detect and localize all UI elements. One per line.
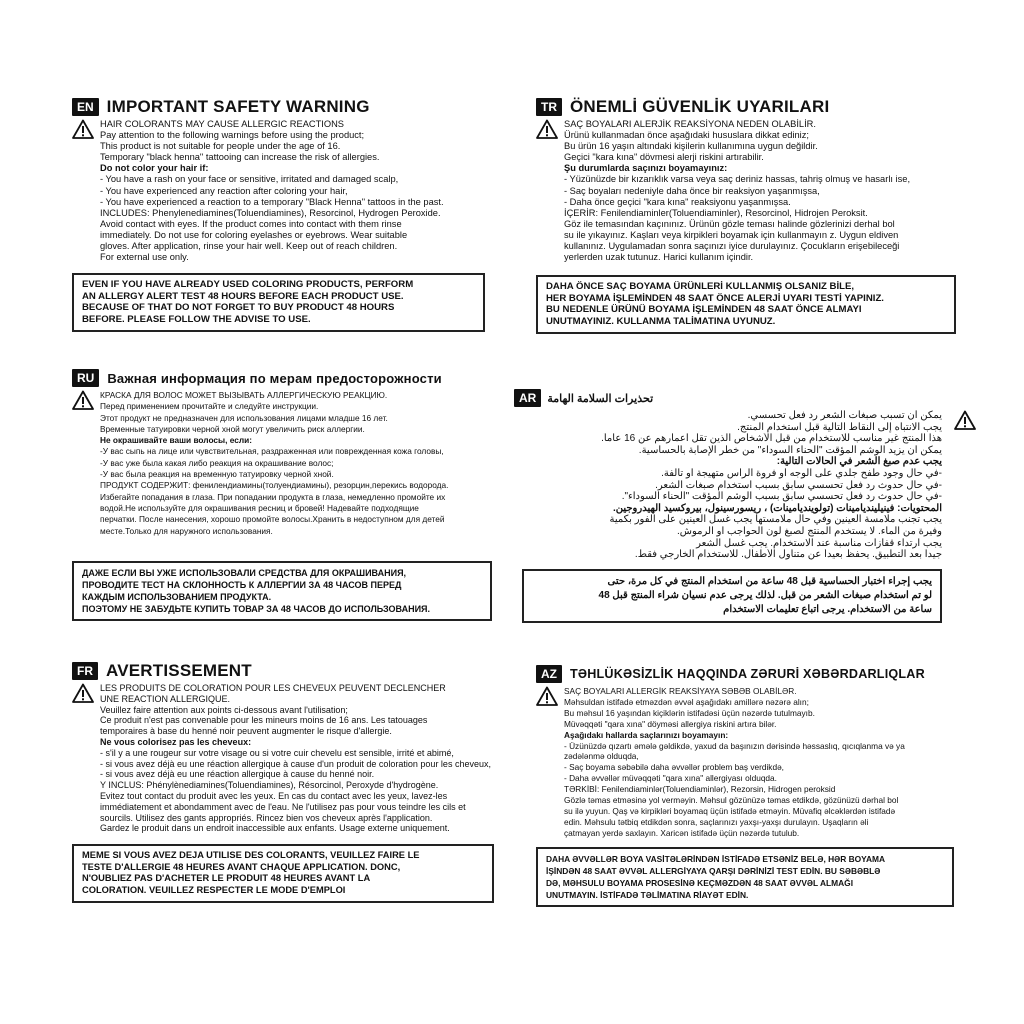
body-line: çatmayan yerdə saxlayın. Xaricən istifadə üçün nəzərdə tutulub.: [564, 827, 800, 838]
body-line: Müvəqqəti "qara xına" döyməsi allergiya riskini artıra bilər.: [564, 718, 777, 729]
body-line: - Saç boyaları nedeniyle daha önce bir reaksiyon yaşanmışsa,: [564, 185, 820, 196]
section-en-title: IMPORTANT SAFETY WARNING: [106, 97, 370, 116]
body-line: edin. Məhsulu tətbiq etdikdən sonra, saçlarınızı yaxşı-yaxşı durulayın. Uşaqların əli: [564, 816, 869, 827]
notice-line: DƏ, MƏHSULU BOYAMA PROSESİNƏ KEÇMƏZDƏN 48 SAAT ƏVVƏL ALMAĞI: [546, 877, 854, 888]
body-line: -У вас сыпь на лице или чувствительная, раздраженная или поврежденная кожа головы,: [100, 446, 444, 457]
notice-line: ПОЭТОМУ НЕ ЗАБУДЬТЕ КУПИТЬ ТОВАР ЗА 48 ЧАСОВ ДО ИСПОЛЬЗОВАНИЯ.: [82, 603, 431, 614]
section-az-title: TƏHLÜKƏSİZLİK HAQQINDA ZƏRURİ XƏBƏRDARLIQLAR: [570, 667, 925, 681]
section-az-lines: [564, 686, 976, 839]
warning-triangle-icon: [72, 119, 94, 139]
warning-triangle-icon: [72, 390, 94, 410]
body-line: Gardez le produit dans un endroit inaccessible aux enfants. Usage externe uniquement.: [100, 823, 450, 834]
notice-line: BEFORE. PLEASE FOLLOW THE ADVISE TO USE.: [82, 314, 311, 325]
warning-triangle-icon: [536, 119, 558, 139]
section-tr-body: [536, 119, 966, 263]
body-line: - Daha önce geçici "kara kına" reaksiyonu yaşanmışsa.: [564, 196, 791, 207]
section-az: [536, 664, 976, 907]
section-tr-notice-box: [536, 275, 956, 333]
body-line: Ce produit n'est pas convenable pour les mineurs moins de 16 ans. Les tatouages: [100, 715, 428, 726]
body-line: Gözlə təmas etməsinə yol verməyin. Məhsul gözünüzə təmas etdikdə, gözünüzü dərhal bol: [564, 795, 899, 806]
lang-badge-ar: AR: [514, 389, 541, 407]
section-fr-header: [72, 661, 502, 681]
body-line: يجب ارتداء قفازات مناسبة عند الاستخدام. يجب غسل الشعر: [696, 537, 942, 549]
body-line: İÇERİR: Fenilendiaminler(Toluendiaminler), Resorcinol, Hidrojen Peroksit.: [564, 207, 868, 218]
body-line: المحتويات: فينيلينديامينات (تولوينديامينات) ، ريسورسينول، بيروكسيد الهيدروجين.: [612, 502, 942, 514]
body-line: هذا المنتج غير مناسب للاستخدام من قبل الأشخاص الذين تقل أعمارهم عن 16 عاماً.: [601, 433, 942, 445]
warning-triangle-icon: [954, 410, 976, 430]
section-ar: [514, 388, 976, 623]
notice-line: DAHA ÖNCE SAÇ BOYAMA ÜRÜNLERİ KULLANMIŞ OLSANIZ BİLE,: [546, 281, 855, 293]
section-ru-lines: [100, 390, 502, 537]
body-line: Evitez tout contact du produit avec les yeux. En cas du contact avec les yeux, lavez-les: [100, 790, 448, 801]
section-en: [72, 97, 502, 332]
section-fr-title: AVERTISSEMENT: [106, 661, 252, 680]
body-line: This product is not suitable for people under the age of 16.: [100, 141, 341, 152]
body-line: يمكن أن تسبب صبغات الشعر رد فعل تحسسي.: [747, 410, 942, 421]
body-line: -У вас была реакция на временную татуировку черной хной.: [100, 469, 334, 480]
body-line: Aşağıdakı hallarda saçlarınızı boyamayın:: [564, 729, 729, 740]
lang-badge-en: EN: [72, 98, 99, 116]
body-line: kullanınız. Uygulamadan sonra saçınızı iyice durulayınız. Çocukların erişebileceği: [564, 241, 900, 252]
notice-line: İŞİNDƏN 48 SAAT ƏVVƏL ALLERGİYAYA QARŞI DƏRİNİZİ TEST EDİN. BU SƏBƏBLƏ: [546, 865, 881, 876]
notice-line: MEME SI VOUS AVEZ DEJA UTILISE DES COLORANTS, VEUILLEZ FAIRE LE: [82, 850, 420, 861]
body-line: su ile yıkayınız. Kaşları veya kirpikleri boyamak için kullanmayın z. Uygun eldiven: [564, 229, 899, 240]
body-line: UNE REACTION ALLERGIQUE.: [100, 693, 231, 704]
section-ar-lines: [514, 410, 942, 561]
warning-triangle-icon: [536, 686, 558, 706]
section-fr: [72, 661, 502, 903]
body-line: immediately. Do not use for coloring eyelashes or eyebrows. Wear suitable: [100, 229, 408, 240]
body-line: gloves. After application, rinse your hair well. Keep out of reach children.: [100, 241, 398, 252]
body-line: Məhsuldan istifadə etməzdən əvvəl aşağıdakı amillərə nəzərə alın;: [564, 696, 809, 707]
section-ar-body: [514, 410, 976, 561]
body-line: Временные татуировки черной хной могут увеличить риск аллергии.: [100, 423, 365, 434]
body-line: КРАСКА ДЛЯ ВОЛОС МОЖЕТ ВЫЗЫВАТЬ АЛЛЕРГИЧЕСКУЮ РЕАКЦИЮ.: [100, 390, 388, 400]
lang-badge-az: AZ: [536, 665, 562, 683]
section-ar-title: تحذيرات السلامة الهامة: [547, 392, 654, 405]
body-line: - si vous avez déjà eu une réaction allergique à cause d'un produit de coloration pour les cheveux,: [100, 758, 491, 769]
body-line: Этот продукт не предназначен для использования лицами младше 16 лет.: [100, 412, 388, 423]
notice-line: ПРОВОДИТЕ ТЕСТ НА СКЛОННОСТЬ К АЛЛЕРГИИ ЗА 48 ЧАСОВ ПЕРЕД: [82, 579, 402, 590]
lang-badge-fr: FR: [72, 662, 98, 680]
section-en-notice-box: [72, 273, 485, 331]
body-line: - Saç boyama səbəbilə daha əvvəllər problem baş verdikdə,: [564, 762, 784, 773]
body-line: - Daha əvvəllər müvəqqəti "qara xına" allergiyası olduqda.: [564, 773, 777, 784]
body-line: Geçici "kara kına" dövmesi alerji riskini artırabilir.: [564, 152, 764, 163]
body-line: yerlerden uzak tutunuz. Harici kullanım içindir.: [564, 252, 754, 263]
notice-line: AN ALLERGY ALERT TEST 48 HOURS BEFORE EACH PRODUCT USE.: [82, 290, 404, 302]
warning-triangle-icon: [72, 683, 94, 703]
body-line: Pay attention to the following warnings before using the product;: [100, 130, 365, 141]
notice-line: UNUTMAYIN. İSTİFADƏ TƏLİMATINA RİAYƏT EDİN.: [546, 889, 749, 900]
section-ru-body: [72, 390, 502, 537]
body-line: - You have experienced a reaction to a temporary "Black Henna" tattoos in the past.: [100, 196, 444, 207]
section-az-header: [536, 664, 976, 684]
body-line: SAÇ BOYALARI ALLERGİK REAKSİYAYA SƏBƏB OLABİLƏR.: [564, 686, 797, 696]
body-line: -У вас уже была какая либо реакция на окрашивание волос;: [100, 457, 334, 468]
body-line: -في حال وجود طفح جلدي على الوجه أو فروة الرأس متهيجة أو تالفة.: [661, 467, 942, 479]
body-line: - You have experienced any reaction after coloring your hair,: [100, 185, 348, 196]
body-line: - si vous avez déjà eu une réaction allergique à cause du henné noir.: [100, 769, 375, 780]
notice-line: N'OUBLIEZ PAS D'ACHETER LE PRODUIT 48 HEURES AVANT LA: [82, 873, 371, 884]
body-line: يجب تجنب ملامسة العينين وفي حال ملامستها يجب غسل العينين على الفور بكمية: [609, 514, 942, 526]
body-line: Ürünü kullanmadan önce aşağıdaki hususlara dikkat ediniz;: [564, 130, 809, 141]
section-tr-title: ÖNEMLİ GÜVENLİK UYARILARI: [570, 97, 830, 116]
body-line: -في حال حدوث رد فعل تحسسي سابق بسبب الوشم المؤقت "الحناء السوداء".: [621, 491, 942, 503]
body-line: Перед применением прочитайте и следуйте инструкции.: [100, 401, 319, 412]
body-line: Избегайте попадания в глаза. При попадании продукта в глаза, немедленно промойте их: [100, 491, 446, 502]
body-line: -في حال حدوث رد فعل تحسسي سابق بسبب استخدام صبغات الشعر.: [655, 479, 942, 491]
body-line: يمكن أن يزيد الوشم المؤقت "الحناء السوداء" من خطر الإصابة بالحساسية.: [638, 444, 942, 456]
body-line: immédiatement et abondamment avec de l'eau. Ne l'utilisez pas pour vous teindre les cils et: [100, 801, 466, 812]
body-line: HAIR COLORANTS MAY CAUSE ALLERGIC REACTIONS: [100, 119, 345, 129]
body-line: Bu məhsul 16 yaşından kiçiklərin istifadəsi üçün nəzərdə tutulmayıb.: [564, 707, 815, 718]
section-en-body: [72, 119, 502, 263]
body-line: Göz ile temasından kaçınınız. Ürünün gözle teması halinde gözlerinizi derhal bol: [564, 218, 895, 229]
section-ar-header: [514, 388, 976, 408]
body-line: جيداً بعد التطبيق. يحفظ بعيداً عن متناول الأطفال. للاستخدام الخارجي فقط.: [634, 549, 942, 561]
body-line: месте.Только для наружного использования.: [100, 525, 273, 536]
body-line: - You have a rash on your face or sensitive, irritated and damaged scalp,: [100, 174, 399, 185]
body-line: For external use only.: [100, 252, 189, 263]
notice-line: ساعة من الاستخدام. يرجى اتباع تعليمات الاستخدام: [723, 603, 932, 615]
body-line: - Üzünüzdə qızartı əmələ gəldikdə, yaxud da başınızın dərisində həssaslıq, qıcıqlanma və ya: [564, 740, 905, 751]
lang-badge-tr: TR: [536, 98, 562, 116]
section-ru-header: [72, 368, 502, 388]
body-line: sourcils. Utilisez des gants appropriés. Rincez bien vos cheveux après l'application.: [100, 812, 433, 823]
notice-line: КАЖДЫМ ИСПОЛЬЗОВАНИЕМ ПРОДУКТА.: [82, 591, 272, 602]
body-line: Не окрашивайте ваши волосы, если:: [100, 435, 252, 446]
section-en-lines: [100, 119, 502, 263]
body-line: TƏRKİBİ: Fenilendiaminlər(Toluendiaminlər), Rezorsin, Hidrogen peroksid: [564, 784, 836, 795]
section-az-body: [536, 686, 976, 839]
notice-line: UNUTMAYINIZ. KULLANMA TALİMATINA UYUNUZ.: [546, 316, 776, 327]
body-line: Do not color your hair if:: [100, 163, 209, 174]
body-line: LES PRODUITS DE COLORATION POUR LES CHEVEUX PEUVENT DECLENCHER: [100, 683, 446, 693]
body-line: Avoid contact with eyes. If the product comes into contact with them rinse: [100, 218, 402, 229]
body-line: وفيرة من الماء. لا يستخدم المنتج لصبغ لون الحواجب أو الرموش.: [677, 525, 942, 537]
notice-line: EVEN IF YOU HAVE ALREADY USED COLORING PRODUCTS, PERFORM: [82, 279, 414, 291]
section-fr-notice-box: [72, 844, 494, 902]
notice-line: يجب إجراء اختبار الحساسية قبل 48 ساعة من استخدام المنتج في كل مرة، حتى: [607, 575, 932, 587]
body-line: Ne vous colorisez pas les cheveux:: [100, 736, 252, 747]
section-tr-lines: [564, 119, 966, 263]
notice-line: BECAUSE OF THAT DO NOT FORGET TO BUY PRODUCT 48 HOURS: [82, 302, 395, 314]
body-line: Veuillez faire attention aux points ci-dessous avant l'utilisation;: [100, 704, 348, 715]
section-fr-body: [72, 683, 502, 834]
body-line: - Yüzünüzde bir kızarıklık varsa veya saç deriniz hassas, tahriş olmuş ve hasarlı ise,: [564, 174, 911, 185]
notice-line: لو تم استخدام صبغات الشعر من قبل. لذلك يرجى عدم نسيان شراء المنتج قبل 48: [598, 589, 932, 601]
body-line: Bu ürün 16 yaşın altındaki kişilerin kullanımına uygun değildir.: [564, 141, 818, 152]
section-ar-notice-box: [522, 569, 942, 623]
lang-badge-ru: RU: [72, 369, 99, 387]
section-ru: [72, 368, 502, 621]
body-line: - s'il y a une rougeur sur votre visage ou si votre cuir chevelu est sensible, irrité et abimé,: [100, 747, 454, 758]
body-line: перчатки. После нанесения, хорошо промойте волосы.Хранить в недоступном для детей: [100, 514, 445, 525]
section-tr-header: [536, 97, 966, 117]
section-tr: [536, 97, 966, 334]
body-line: temporaires à base du henné noir peuvent augmenter le risque d'allergie.: [100, 726, 392, 737]
body-line: su ilə yuyun. Qaş və kirpikləri boyamaq üçün istifadə etməyin. Müvafiq əlcəklərdən istifadə: [564, 805, 896, 816]
notice-line: DAHA ƏVVƏLLƏR BOYA VASİTƏLƏRİNDƏN İSTİFADƏ ETSƏNİZ BELƏ, HƏR BOYAMA: [546, 853, 886, 864]
section-az-notice-box: [536, 847, 954, 907]
section-ru-title: Важная информация по мерам предосторожности: [107, 370, 442, 386]
section-en-header: [72, 97, 502, 117]
body-line: يجب الانتباه إلى النقاط التالية قبل استخدام المنتج.: [737, 421, 942, 433]
section-fr-lines: [100, 683, 502, 834]
notice-line: BU NEDENLE ÜRÜNÜ BOYAMA İŞLEMİNDEN 48 SAAT ÖNCE ALMAYI: [546, 304, 862, 316]
notice-line: COLORATION. VEUILLEZ RESPECTER LE MODE D'EMPLOI: [82, 884, 346, 895]
body-line: Temporary "black henna" tattooing can increase the risk of allergies.: [100, 152, 380, 163]
section-ru-notice-box: [72, 561, 492, 621]
notice-line: HER BOYAMA İŞLEMİNDEN 48 SAAT ÖNCE ALERJİ UYARI TESTİ YAPINIZ.: [546, 292, 884, 304]
body-line: ПРОДУКТ СОДЕРЖИТ: фенилендиамины(толуендиамины), резорцин,перекись водорода.: [100, 480, 449, 491]
notice-line: ДАЖЕ ЕСЛИ ВЫ УЖЕ ИСПОЛЬЗОВАЛИ СРЕДСТВА ДЛЯ ОКРАШИВАНИЯ,: [82, 567, 407, 578]
body-line: يجب عدم صبغ الشعر في الحالات التالية:: [776, 456, 942, 468]
body-line: zədələnmə olduqda,: [564, 751, 639, 762]
body-line: INCLUDES: Phenylenediamines(Toluendiamines), Resorcinol, Hydrogen Peroxide.: [100, 207, 441, 218]
body-line: Şu durumlarda saçınızı boyamayınız:: [564, 163, 728, 174]
body-line: SAÇ BOYALARI ALERJİK REAKSİYONA NEDEN OLABİLİR.: [564, 119, 816, 129]
body-line: Y INCLUS: Phénylènediamines(Toluendiamines), Résorcinol, Peroxyde d'hydrogène.: [100, 780, 439, 791]
notice-line: TESTE D'ALLERGIE 48 HEURES AVANT CHAQUE APPLICATION. DONC,: [82, 861, 401, 872]
body-line: водой.Не используйте для окрашивания ресниц и бровей! Надевайте подходящие: [100, 502, 419, 513]
